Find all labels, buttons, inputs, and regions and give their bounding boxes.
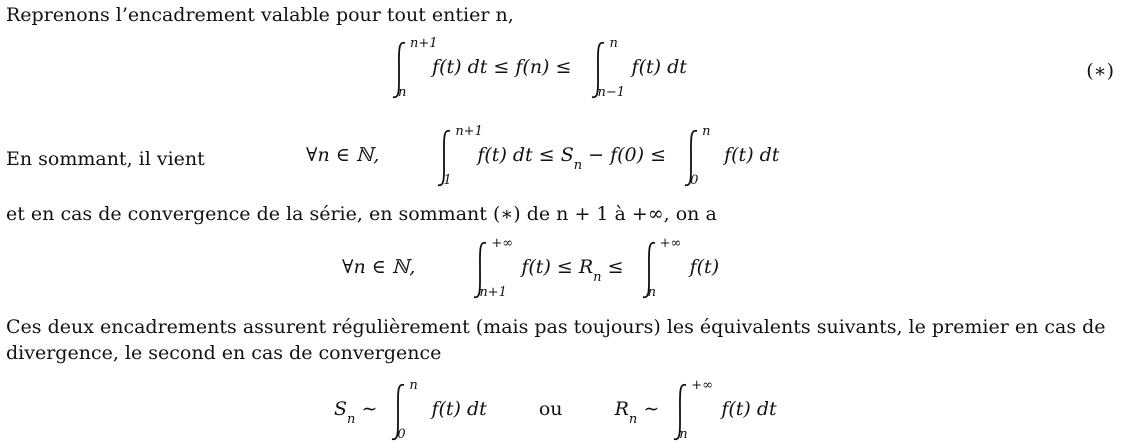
equivalents-paragraph-line2: divergence, le second en cas de convergence: [6, 342, 442, 364]
intro-paragraph: Reprenons l’encadrement valable pour tout entier n,: [6, 4, 514, 26]
equivalents-equation: [334, 378, 777, 442]
integral-sign: [634, 236, 684, 300]
equation-body: f(t) ≤ R: [521, 256, 594, 278]
integral-lower-bound: 0: [690, 173, 699, 188]
equation-body: f(t) dt ≤ f(n) ≤: [432, 56, 572, 78]
equation-body: f(t) dt: [631, 56, 687, 78]
equation-body: f(t) dt: [721, 398, 777, 420]
integral-upper-bound: n+1: [410, 36, 438, 51]
equivalence-symbol: ∼: [643, 398, 660, 420]
integral-sign: [583, 36, 626, 100]
integral-sign: [465, 236, 515, 300]
summation-lead-text: En sommant, il vient: [6, 148, 205, 170]
equation-body: − f(0) ≤: [588, 144, 667, 166]
or-word: ou: [538, 398, 563, 420]
integral-sign: [384, 36, 438, 100]
subscript: n: [628, 412, 638, 427]
integral-upper-bound: +∞: [691, 378, 714, 393]
convergence-paragraph: et en cas de convergence de la série, en sommant (∗) de n + 1 à +∞, on a: [6, 203, 717, 225]
partial-sum-symbol: S: [334, 398, 348, 420]
integral-sign: [383, 378, 425, 442]
integral-upper-bound: n+1: [455, 124, 483, 139]
remainder-equation: [342, 236, 720, 300]
equation-tag: (∗): [1086, 60, 1114, 82]
integral-lower-bound: n: [647, 285, 656, 300]
integral-upper-bound: n: [609, 36, 618, 51]
integral-lower-bound: n−1: [597, 85, 626, 100]
integral-upper-bound: +∞: [659, 236, 682, 251]
integral-sign: [676, 124, 718, 188]
equation-body: ≤: [607, 256, 624, 278]
integral-sign: [665, 378, 715, 442]
summation-equation: [306, 124, 780, 188]
integral-upper-bound: n: [702, 124, 711, 139]
quantifier: ∀n ∈ ℕ,: [306, 144, 380, 166]
equivalence-symbol: ∼: [361, 398, 378, 420]
equation-star: [384, 36, 687, 100]
integral-lower-bound: 1: [443, 173, 452, 188]
integral-lower-bound: 0: [397, 427, 406, 442]
equation-body: f(t) dt: [431, 398, 487, 420]
integral-upper-bound: +∞: [491, 236, 514, 251]
integral-lower-bound: n+1: [479, 285, 507, 300]
equation-body: f(t) dt ≤ S: [477, 144, 574, 166]
subscript: n: [573, 158, 583, 173]
integral-lower-bound: n: [679, 427, 688, 442]
remainder-symbol: R: [614, 398, 629, 420]
equivalents-paragraph-line1: Ces deux encadrements assurent régulièrement (mais pas toujours) les équivalents suivants, le premier en cas de: [6, 316, 1106, 338]
subscript: n: [593, 270, 602, 285]
integral-sign: [429, 124, 483, 188]
subscript: n: [347, 412, 356, 427]
equation-body: f(t) dt: [724, 144, 780, 166]
integral-upper-bound: n: [409, 378, 418, 393]
equation-body: f(t): [689, 256, 720, 278]
integral-lower-bound: n: [398, 85, 407, 100]
quantifier: ∀n ∈ ℕ,: [342, 256, 416, 278]
